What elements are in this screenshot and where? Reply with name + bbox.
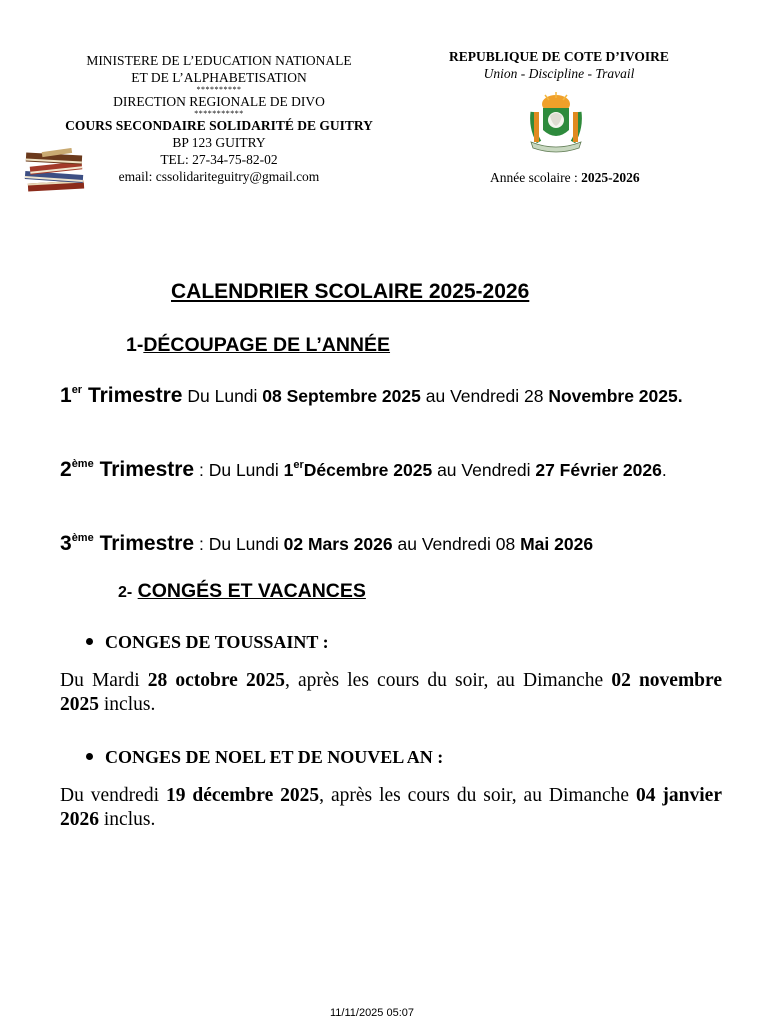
text: Du Lundi xyxy=(208,534,284,554)
trimester-word: Trimestre xyxy=(99,458,195,481)
start-date: 28 octobre 2025 xyxy=(147,670,285,691)
trimester-number: 2 xyxy=(60,458,72,481)
end-date: 27 Février 2026 xyxy=(535,460,662,480)
national-motto: Union - Discipline - Travail xyxy=(483,66,635,81)
trimester-number: 3 xyxy=(60,532,72,555)
trimester-3 xyxy=(60,532,720,556)
start-day-ordinal: er xyxy=(293,459,304,471)
end-date: Mai 2026 xyxy=(520,534,594,554)
start-date: 02 Mars 2026 xyxy=(283,534,393,554)
section-heading-conges xyxy=(118,580,366,603)
text: Du Lundi xyxy=(208,460,284,480)
bullet-heading-text: CONGES DE TOUSSAINT : xyxy=(105,632,329,652)
bullet-heading-toussaint xyxy=(86,632,329,653)
bullet-icon xyxy=(86,638,93,645)
paragraph-toussaint xyxy=(60,669,722,717)
separator-stars-2: *********** xyxy=(194,109,244,118)
text: Du Mardi xyxy=(60,670,148,691)
section-label: DÉCOUPAGE DE L’ANNÉE xyxy=(143,334,391,356)
trimester-2 xyxy=(60,458,720,482)
start-date: 08 Septembre 2025 xyxy=(262,386,421,406)
section-number: 2- xyxy=(118,584,133,601)
section-label: CONGÉS ET VACANCES xyxy=(137,580,366,602)
trimester-1 xyxy=(60,384,720,408)
end-date: Novembre 2025. xyxy=(548,386,683,406)
end-date: 02 novembre 2025 xyxy=(60,670,722,715)
trimester-ordinal: ème xyxy=(71,458,94,470)
text: au Vendredi 08 xyxy=(392,534,521,554)
coat-of-arms-icon xyxy=(525,90,587,154)
trimester-ordinal: er xyxy=(71,384,83,396)
trimester-number: 1 xyxy=(60,384,72,407)
start-date: 19 décembre 2025 xyxy=(165,785,320,806)
telephone: TEL: 27-34-75-82-02 xyxy=(160,152,278,167)
text: . xyxy=(661,460,667,480)
school-year-label: Année scolaire : xyxy=(490,170,582,185)
start-day: 1 xyxy=(283,460,294,480)
republic-name: REPUBLIQUE DE COTE D’IVOIRE xyxy=(449,49,669,64)
trimester-word: Trimestre xyxy=(87,384,183,407)
text: Du Lundi xyxy=(187,386,263,406)
header-right xyxy=(418,48,700,82)
postal-box: BP 123 GUITRY xyxy=(172,135,266,150)
text: , après les cours du soir, au Dimanche xyxy=(319,785,636,806)
trimester-ordinal: ème xyxy=(71,532,94,544)
bullet-heading-noel xyxy=(86,747,443,768)
page-title: CALENDRIER SCOLAIRE 2025-2026 xyxy=(171,280,530,303)
section-number: 1- xyxy=(126,334,144,356)
text: au Vendredi xyxy=(432,460,536,480)
separator: : xyxy=(194,460,209,480)
text: inclus. xyxy=(99,809,156,830)
text: , après les cours du soir, au Dimanche xyxy=(284,670,612,691)
email: email: cssolidariteguitry@gmail.com xyxy=(118,169,320,184)
school-name: COURS SECONDAIRE SOLIDARITÉ DE GUITRY xyxy=(65,118,373,133)
footer-timestamp: 11/11/2025 05:07 xyxy=(330,1007,415,1019)
school-year-value: 2025-2026 xyxy=(581,170,640,185)
direction-line: DIRECTION REGIONALE DE DIVO xyxy=(113,94,325,109)
end-date: 04 janvier 2026 xyxy=(60,785,722,830)
bullet-icon xyxy=(86,753,93,760)
text: inclus. xyxy=(99,694,156,715)
ministry-line-2: ET DE L’ALPHABETISATION xyxy=(131,70,307,85)
school-year xyxy=(490,170,640,186)
trimester-word: Trimestre xyxy=(99,532,195,555)
books-icon xyxy=(22,148,90,194)
separator-stars-1: ********** xyxy=(196,85,242,94)
text: au Vendredi 28 xyxy=(420,386,549,406)
ministry-line-1: MINISTERE DE L’EDUCATION NATIONALE xyxy=(86,53,352,68)
bullet-heading-text: CONGES DE NOEL ET DE NOUVEL AN : xyxy=(105,747,444,767)
section-heading-decoupage xyxy=(126,334,390,357)
text: Du vendredi xyxy=(60,785,166,806)
separator: : xyxy=(194,534,209,554)
paragraph-noel xyxy=(60,784,722,832)
start-date: Décembre 2025 xyxy=(303,460,433,480)
